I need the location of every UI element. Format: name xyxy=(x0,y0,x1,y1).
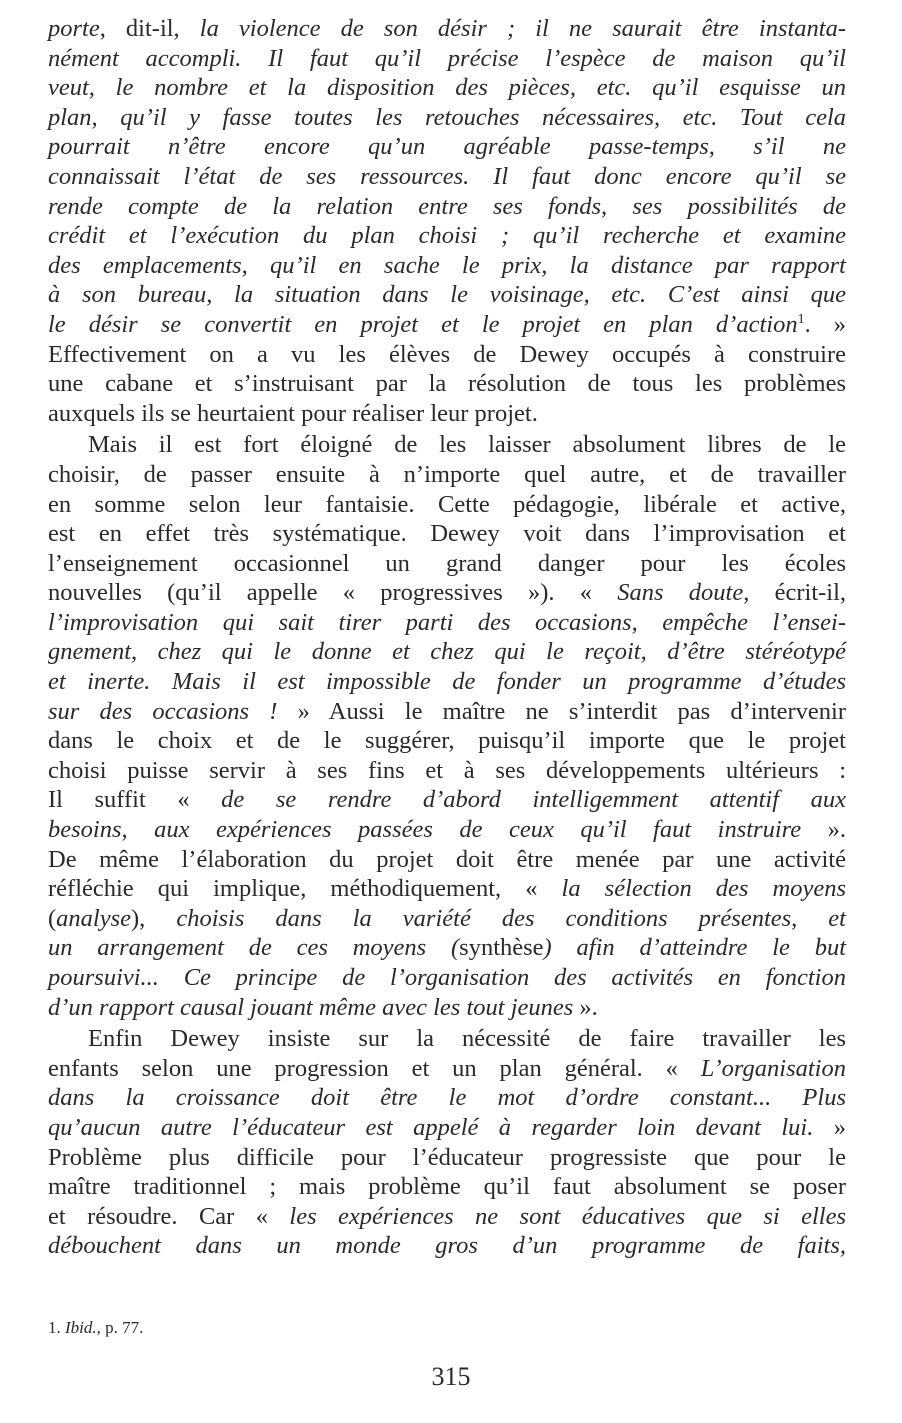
text-segment: . » xyxy=(804,310,847,338)
text-line xyxy=(48,103,846,133)
text-segment: enfants selon une progression et un plan général. « xyxy=(48,1054,701,1082)
text-line xyxy=(48,933,846,963)
footnote-marker: 1 xyxy=(797,311,805,327)
text-line xyxy=(48,963,846,993)
text-segment: ». xyxy=(801,816,846,844)
text-segment: ), xyxy=(131,904,177,932)
italic-text: choisis dans la variété des conditions présentes, et xyxy=(176,904,846,932)
italic-text: poursuivi... Ce principe de l’organisation des activités en fonction xyxy=(48,964,846,991)
italic-text: pourrait n’être encore qu’un agréable passe-temps, s’il ne xyxy=(48,133,846,161)
text-segment: Mais il est fort éloigné de les laisser absolument libres de le xyxy=(88,431,846,459)
text-segment: écrit-il, xyxy=(749,579,847,607)
text-line xyxy=(48,280,846,310)
text-line xyxy=(48,1113,846,1143)
text-line xyxy=(48,608,846,638)
italic-text: des emplacements, qu’il en sache le prix, la distance par rapport xyxy=(48,251,846,279)
text-line xyxy=(48,845,846,875)
text-line xyxy=(48,549,846,579)
italic-text: rende compte de la relation entre ses fonds, ses possibilités de xyxy=(48,192,846,220)
text-segment: De même l’élaboration du projet doit être menée par une activité xyxy=(48,845,846,873)
text-segment: Enfin Dewey insiste sur la nécessité de faire travailler les xyxy=(88,1025,846,1053)
italic-text: Sans doute, xyxy=(617,579,750,607)
italic-text: qu’aucun autre l’éducateur est appelé à regarder loin devant lui. xyxy=(48,1113,814,1141)
text-line xyxy=(48,578,846,608)
text-line xyxy=(48,815,846,845)
text-line xyxy=(48,14,846,44)
italic-text: la sélection des moyens xyxy=(561,875,846,903)
italic-text: L’organisation xyxy=(700,1054,846,1082)
text-line xyxy=(48,460,846,490)
italic-text: dans la croissance doit être le mot d’ordre constant... Plus xyxy=(48,1084,846,1112)
text-segment: » xyxy=(813,1113,847,1141)
text-segment: synthèse xyxy=(459,934,544,962)
italic-text: de se rendre d’abord intelligemment attentif aux xyxy=(221,786,846,814)
text-line xyxy=(48,369,846,399)
italic-text: d’un rapport causal jouant même avec les tout jeunes xyxy=(48,993,574,1021)
page-number: 315 xyxy=(431,1362,471,1391)
footnote-page: , p. 77. xyxy=(96,1318,144,1337)
text-line xyxy=(48,785,846,815)
italic-text: sur des occasions ! xyxy=(48,697,278,725)
text-line xyxy=(48,192,846,222)
text-line xyxy=(48,667,846,697)
text-line xyxy=(48,251,846,281)
italic-text: crédit et l’exécution du plan choisi ; qu’il recherche et examine xyxy=(48,222,846,250)
italic-text: porte xyxy=(48,15,100,42)
italic-text: l’improvisation qui sait tirer parti des occasions, empêche l’ensei- xyxy=(48,608,846,636)
text-line xyxy=(48,1202,846,1232)
text-line xyxy=(48,73,846,103)
text-line xyxy=(48,993,846,1023)
italic-text: gnement, chez qui le donne et chez qui le reçoit, d’être stéréotypé xyxy=(48,638,846,666)
italic-text: un arrangement de ces moyens ( xyxy=(48,934,460,962)
text-line xyxy=(48,697,846,727)
italic-text: débouchent dans un monde gros d’un programme de faits, xyxy=(48,1232,846,1260)
footnote-ref: Ibid. xyxy=(65,1318,97,1337)
body-text xyxy=(48,14,846,1261)
italic-text: nément accompli. Il faut qu’il précise l’espèce de maison qu’il xyxy=(48,44,846,72)
text-line xyxy=(48,1024,846,1054)
text-segment: Il suffit « xyxy=(48,786,222,814)
text-line xyxy=(48,874,846,904)
text-segment: auxquels ils se heurtaient pour réaliser leur projet. xyxy=(48,399,538,427)
text-segment: l’enseignement occasionnel un grand danger pour les écoles xyxy=(48,549,846,577)
italic-text: ) afin d’atteindre le but xyxy=(543,934,847,962)
text-segment: Effectivement on a vu les élèves de Dewey occupés à construire xyxy=(48,340,846,368)
text-line xyxy=(48,340,846,370)
footnote-number: 1. xyxy=(48,1318,65,1337)
italic-text: le désir se convertit en projet et le projet en plan d’action xyxy=(48,310,798,338)
italic-text: veut, le nombre et la disposition des pièces, etc. qu’il esquisse un xyxy=(48,74,846,102)
text-segment: choisi puisse servir à ses fins et à ses développements ultérieurs : xyxy=(48,756,846,784)
text-segment: dans le choix et de le suggérer, puisqu’il importe que le projet xyxy=(48,727,846,755)
text-segment: ». xyxy=(573,993,598,1021)
italic-text: plan, qu’il y fasse toutes les retouches nécessaires, etc. Tout cela xyxy=(48,103,846,131)
text-line xyxy=(48,310,846,340)
text-line xyxy=(48,430,846,460)
text-segment: choisir, de passer ensuite à n’importe quel autre, et de travailler xyxy=(48,460,846,488)
text-line xyxy=(48,132,846,162)
text-line xyxy=(48,637,846,667)
italic-text: et inerte. Mais il est impossible de fonder un programme d’études xyxy=(48,668,846,696)
text-line xyxy=(48,519,846,549)
text-line xyxy=(48,399,846,429)
text-segment: une cabane et s’instruisant par la résolution de tous les problèmes xyxy=(48,370,846,398)
text-line xyxy=(48,1231,846,1261)
text-line xyxy=(48,1054,846,1084)
text-segment: en somme selon leur fantaisie. Cette pédagogie, libérale et active, xyxy=(48,490,846,518)
text-line xyxy=(48,162,846,192)
text-line xyxy=(48,726,846,756)
text-line xyxy=(48,904,846,934)
text-segment: réfléchie qui implique, méthodiquement, « xyxy=(48,875,562,903)
text-segment: ( xyxy=(48,904,57,932)
italic-text: besoins, aux expériences passées de ceux qu’il faut instruire xyxy=(48,816,802,844)
text-segment: , dit-il, xyxy=(99,15,200,42)
text-line xyxy=(48,490,846,520)
italic-text: à son bureau, la situation dans le voisinage, etc. C’est ainsi que xyxy=(48,281,846,309)
text-segment: Problème plus difficile pour l’éducateur progressiste que pour le xyxy=(48,1143,846,1171)
italic-text: connaissait l’état de ses ressources. Il faut donc encore qu’il se xyxy=(48,162,846,190)
text-segment: » Aussi le maître ne s’interdit pas d’intervenir xyxy=(277,697,847,725)
text-segment: nouvelles (qu’il appelle « progressives »). « xyxy=(48,579,618,607)
text-line xyxy=(48,756,846,786)
italic-text: les expériences ne sont éducatives que si elles xyxy=(289,1202,847,1230)
text-line xyxy=(48,1172,846,1202)
footnote xyxy=(48,1318,143,1338)
italic-text: analyse xyxy=(56,904,132,932)
text-segment: et résoudre. Car « xyxy=(48,1202,290,1230)
text-line xyxy=(48,1143,846,1173)
text-segment: maître traditionnel ; mais problème qu’il faut absolument se poser xyxy=(48,1173,846,1201)
text-segment: est en effet très systématique. Dewey voit dans l’improvisation et xyxy=(48,520,846,548)
text-line xyxy=(48,221,846,251)
text-line xyxy=(48,1083,846,1113)
italic-text: la violence de son désir ; il ne saurait être instanta- xyxy=(199,15,846,42)
text-line xyxy=(48,44,846,74)
